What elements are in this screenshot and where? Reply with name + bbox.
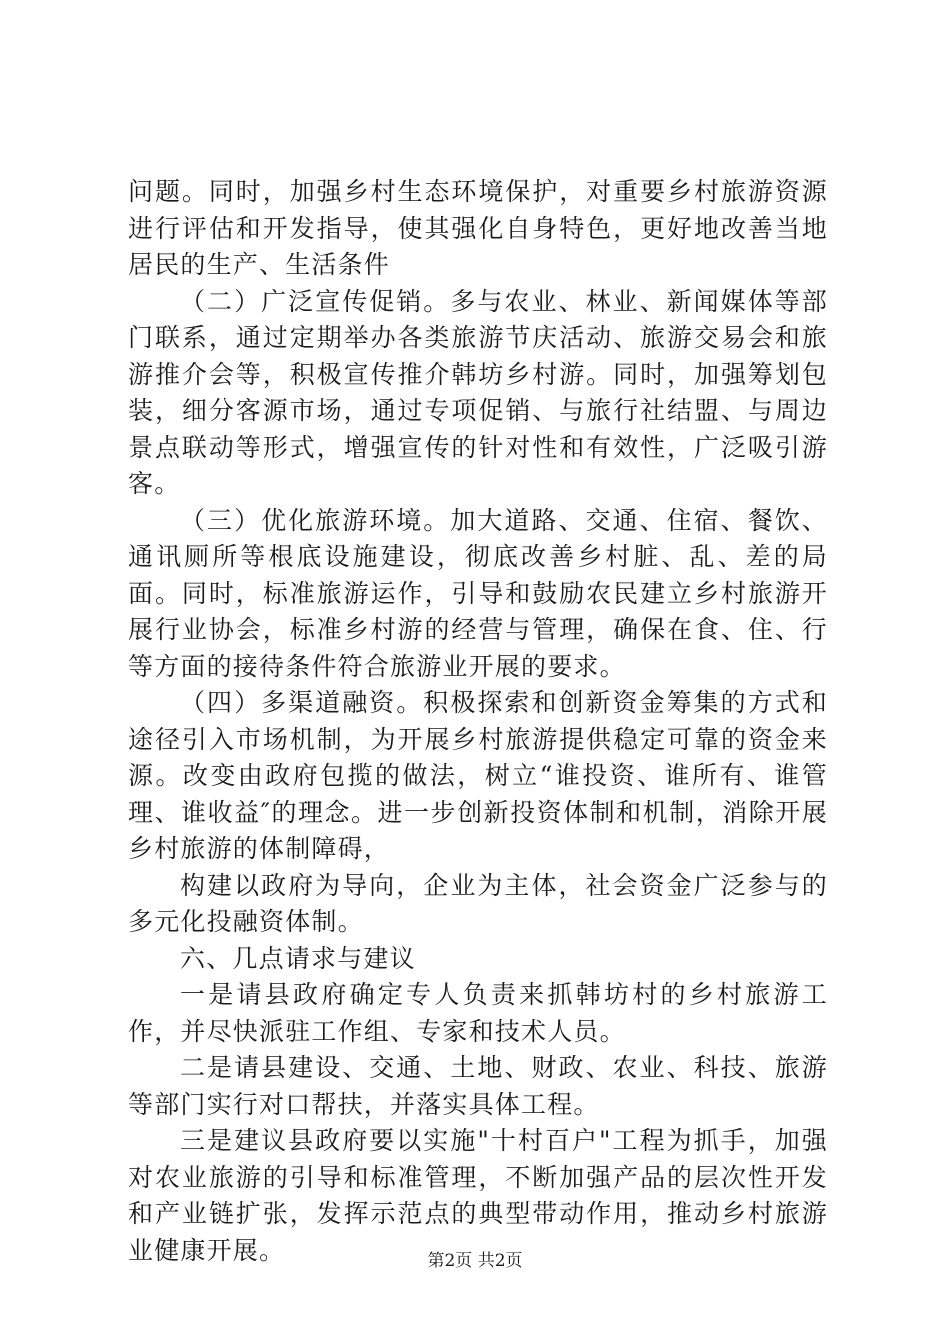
paragraph: 三是建议县政府要以实施"十村百户"工程为抓手，加强对农业旅游的引导和标准管理，不断加强产品的层次性开发和产业链扩张，发挥示范点的典型带动作用，推动乡村旅游业健康开展。	[128, 1126, 828, 1265]
document-body	[128, 174, 828, 1269]
paragraph: （四）多渠道融资。积极探索和创新资金筹集的方式和途径引入市场机制，为开展乡村旅游提供稳定可靠的资金来源。改变由政府包揽的做法，树立“谁投资、谁所有、谁管理、谁收益″的理念。进一步创新投资体制和机制，消除开展乡村旅游的体制障碍，	[128, 688, 828, 863]
paragraph: 问题。同时，加强乡村生态环境保护，对重要乡村旅游资源进行评估和开发指导，使其强化自身特色，更好地改善当地居民的生产、生活条件	[128, 177, 828, 279]
paragraph: （二）广泛宣传促销。多与农业、林业、新闻媒体等部门联系，通过定期举办各类旅游节庆活动、旅游交易会和旅游推介会等，积极宣传推介韩坊乡村游。同时，加强筹划包装，细分客源市场，通过专项促销、与旅行社结盟、与周边景点联动等形式，增强宣传的针对性和有效性，广泛吸引游客。	[128, 286, 828, 498]
paragraph: （三）优化旅游环境。加大道路、交通、住宿、餐饮、通讯厕所等根底设施建设，彻底改善乡村脏、乱、差的局面。同时，标准旅游运作，引导和鼓励农民建立乡村旅游开展行业协会，标准乡村游的经营与管理，确保在食、住、行等方面的接待条件符合旅游业开展的要求。	[128, 505, 828, 681]
page-number-footer: 第2页 共2页	[427, 1251, 523, 1271]
paragraph: 二是请县建设、交通、土地、财政、农业、科技、旅游等部门实行对口帮扶，并落实具体工程。	[128, 1053, 828, 1119]
section-heading: 六、几点请求与建议	[180, 943, 416, 973]
paragraph: 构建以政府为导向，企业为主体，社会资金广泛参与的多元化投融资体制。	[128, 870, 828, 936]
paragraph: 一是请县政府确定专人负责来抓韩坊村的乡村旅游工作，并尽快派驻工作组、专家和技术人员。	[128, 980, 828, 1046]
